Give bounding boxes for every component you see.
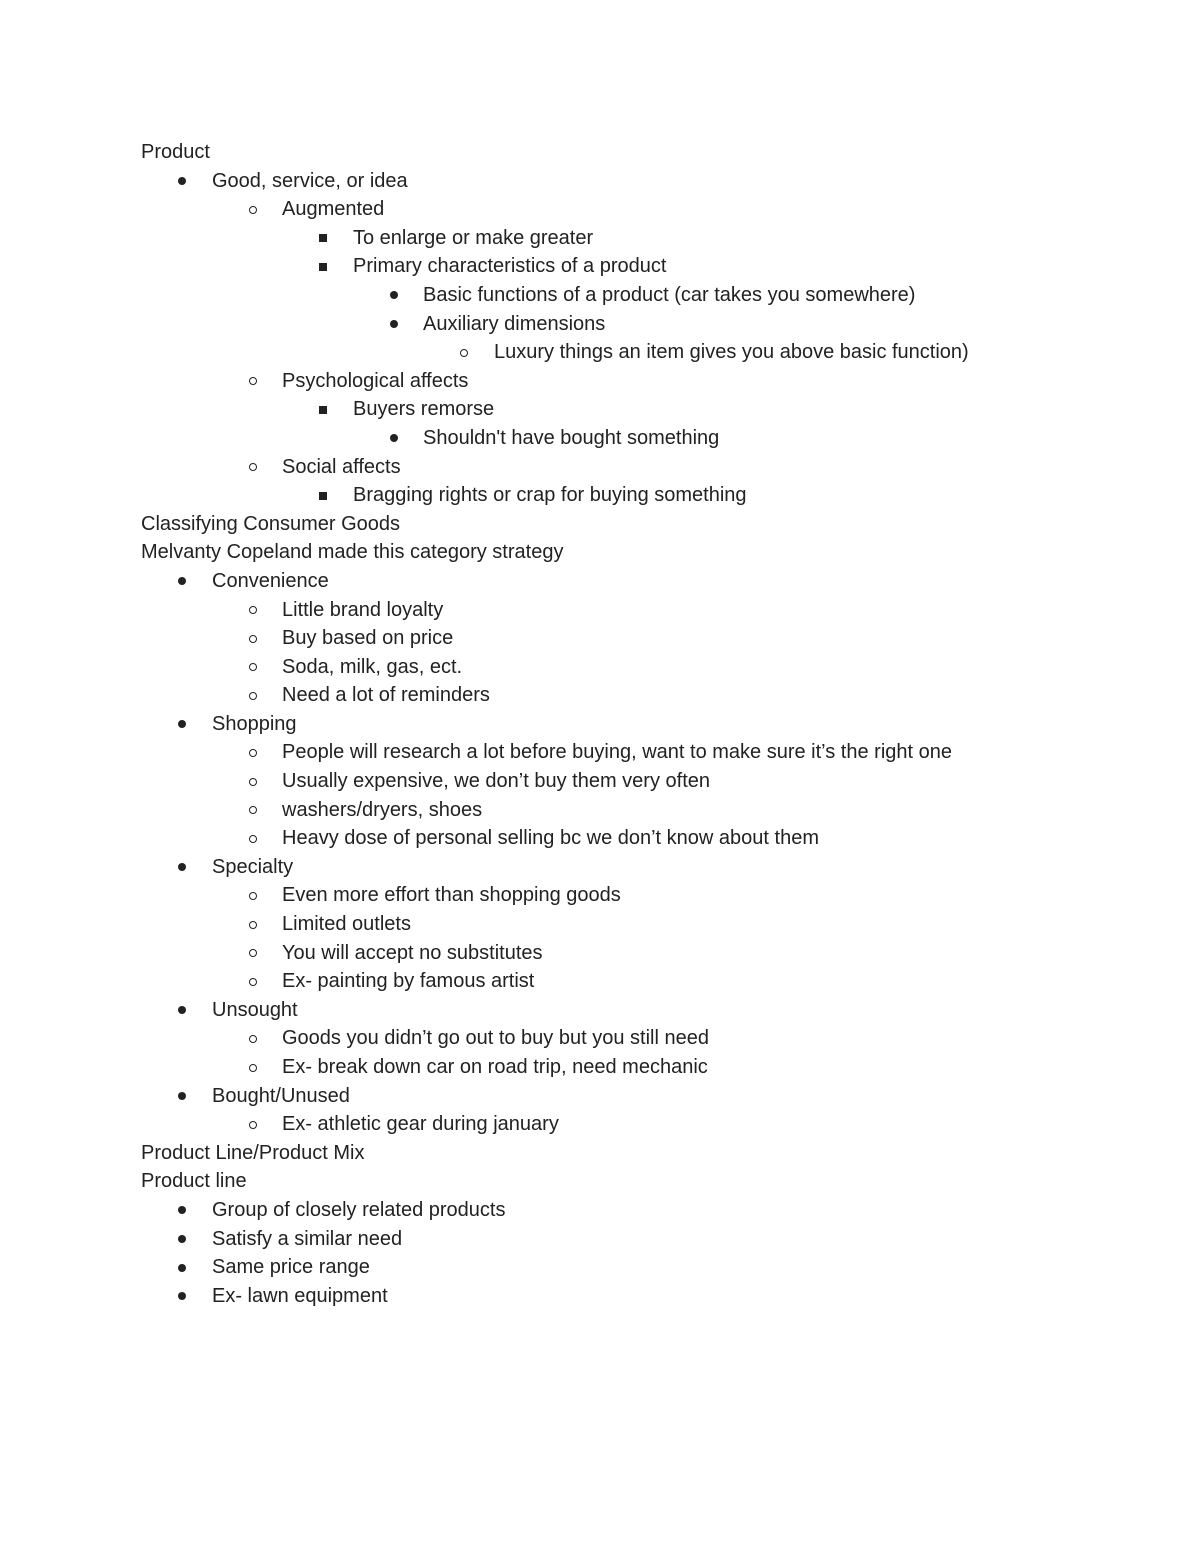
line-text: Convenience bbox=[212, 569, 329, 592]
heading-line bbox=[0, 510, 1200, 539]
document-body bbox=[0, 138, 1200, 1310]
line-text: Bought/Unused bbox=[212, 1084, 350, 1107]
heading-line bbox=[0, 538, 1200, 567]
bullet-item bbox=[0, 1225, 1200, 1254]
line-text: Group of closely related products bbox=[212, 1198, 506, 1221]
line-text: You will accept no substitutes bbox=[282, 941, 543, 964]
bullet-item bbox=[0, 853, 1200, 882]
bullet-item bbox=[0, 881, 1200, 910]
square-bullet-icon bbox=[319, 234, 327, 242]
line-text: Product bbox=[141, 141, 210, 163]
bullet-item bbox=[0, 252, 1200, 281]
line-text: washers/dryers, shoes bbox=[282, 798, 483, 821]
bullet-item bbox=[0, 310, 1200, 339]
disc-bullet-icon bbox=[178, 577, 186, 585]
line-text: Basic functions of a product (car takes you somewhere) bbox=[423, 283, 916, 306]
line-text: Auxiliary dimensions bbox=[423, 312, 606, 335]
line-text: Luxury things an item gives you above basic function) bbox=[494, 341, 969, 364]
line-text: Ex- break down car on road trip, need mechanic bbox=[282, 1056, 708, 1078]
heading-line bbox=[0, 1167, 1200, 1196]
line-text: Primary characteristics of a product bbox=[353, 255, 667, 278]
circle-bullet-icon bbox=[249, 635, 257, 643]
bullet-item bbox=[0, 1253, 1200, 1282]
disc-bullet-icon bbox=[390, 434, 398, 442]
bullet-item bbox=[0, 567, 1200, 596]
circle-bullet-icon bbox=[249, 921, 257, 929]
heading-line bbox=[0, 1139, 1200, 1168]
line-text: Shopping bbox=[212, 712, 297, 735]
bullet-item bbox=[0, 939, 1200, 968]
circle-bullet-icon bbox=[249, 463, 257, 471]
line-text: Unsought bbox=[212, 998, 298, 1021]
circle-bullet-icon bbox=[249, 806, 257, 814]
line-text: Shouldn't have bought something bbox=[423, 426, 720, 449]
heading-line bbox=[0, 138, 1200, 167]
circle-bullet-icon bbox=[249, 692, 257, 700]
bullet-item bbox=[0, 1282, 1200, 1311]
bullet-item bbox=[0, 824, 1200, 853]
bullet-item bbox=[0, 767, 1200, 796]
circle-bullet-icon bbox=[249, 949, 257, 957]
line-text: Augmented bbox=[282, 198, 385, 221]
disc-bullet-icon bbox=[178, 1206, 186, 1214]
bullet-item bbox=[0, 1082, 1200, 1111]
bullet-item bbox=[0, 167, 1200, 196]
bullet-item bbox=[0, 338, 1200, 367]
line-text: Good, service, or idea bbox=[212, 169, 408, 192]
bullet-item bbox=[0, 681, 1200, 710]
disc-bullet-icon bbox=[178, 1264, 186, 1272]
bullet-item bbox=[0, 738, 1200, 767]
line-text: Need a lot of reminders bbox=[282, 684, 490, 707]
line-text: Melvanty Copeland made this category strategy bbox=[141, 541, 564, 564]
circle-bullet-icon bbox=[249, 835, 257, 843]
bullet-item bbox=[0, 367, 1200, 396]
bullet-item bbox=[0, 424, 1200, 453]
bullet-item bbox=[0, 910, 1200, 939]
circle-bullet-icon bbox=[249, 978, 257, 986]
line-text: Psychological affects bbox=[282, 369, 469, 392]
bullet-item bbox=[0, 1053, 1200, 1082]
disc-bullet-icon bbox=[390, 291, 398, 299]
line-text: Buy based on price bbox=[282, 627, 454, 650]
disc-bullet-icon bbox=[178, 177, 186, 185]
line-text: Goods you didn’t go out to buy but you still need bbox=[282, 1027, 709, 1050]
line-text: Heavy dose of personal selling bc we don’t know about them bbox=[282, 827, 819, 850]
circle-bullet-icon bbox=[249, 892, 257, 900]
circle-bullet-icon bbox=[249, 1035, 257, 1043]
line-text: Even more effort than shopping goods bbox=[282, 884, 621, 907]
bullet-item bbox=[0, 967, 1200, 996]
circle-bullet-icon bbox=[249, 749, 257, 757]
bullet-item bbox=[0, 596, 1200, 625]
bullet-item bbox=[0, 1110, 1200, 1139]
circle-bullet-icon bbox=[249, 663, 257, 671]
bullet-item bbox=[0, 195, 1200, 224]
line-text: Ex- painting by famous artist bbox=[282, 970, 535, 993]
bullet-item bbox=[0, 481, 1200, 510]
bullet-item bbox=[0, 395, 1200, 424]
line-text: Product line bbox=[141, 1170, 247, 1193]
circle-bullet-icon bbox=[249, 606, 257, 614]
circle-bullet-icon bbox=[460, 349, 468, 357]
bullet-item bbox=[0, 1196, 1200, 1225]
bullet-item bbox=[0, 281, 1200, 310]
line-text: Soda, milk, gas, ect. bbox=[282, 655, 463, 678]
bullet-item bbox=[0, 453, 1200, 482]
line-text: Classifying Consumer Goods bbox=[141, 512, 400, 535]
bullet-item bbox=[0, 796, 1200, 825]
line-text: Limited outlets bbox=[282, 913, 411, 936]
square-bullet-icon bbox=[319, 406, 327, 414]
line-text: Buyers remorse bbox=[353, 398, 495, 421]
circle-bullet-icon bbox=[249, 1064, 257, 1072]
line-text: Specialty bbox=[212, 855, 294, 878]
line-text: Ex- lawn equipment bbox=[212, 1284, 388, 1307]
line-text: Satisfy a similar need bbox=[212, 1227, 403, 1250]
line-text: People will research a lot before buying, want to make sure it’s the right one bbox=[282, 741, 952, 764]
disc-bullet-icon bbox=[178, 863, 186, 871]
bullet-item bbox=[0, 653, 1200, 682]
line-text: Little brand loyalty bbox=[282, 598, 444, 621]
circle-bullet-icon bbox=[249, 377, 257, 385]
line-text: Social affects bbox=[282, 455, 401, 478]
disc-bullet-icon bbox=[390, 320, 398, 328]
bullet-item bbox=[0, 624, 1200, 653]
bullet-item bbox=[0, 224, 1200, 253]
line-text: To enlarge or make greater bbox=[353, 226, 594, 249]
disc-bullet-icon bbox=[178, 720, 186, 728]
line-text: Same price range bbox=[212, 1256, 370, 1279]
line-text: Bragging rights or crap for buying something bbox=[353, 484, 747, 507]
disc-bullet-icon bbox=[178, 1006, 186, 1014]
bullet-item bbox=[0, 996, 1200, 1025]
square-bullet-icon bbox=[319, 263, 327, 271]
circle-bullet-icon bbox=[249, 778, 257, 786]
line-text: Ex- athletic gear during january bbox=[282, 1113, 559, 1136]
circle-bullet-icon bbox=[249, 206, 257, 214]
circle-bullet-icon bbox=[249, 1121, 257, 1129]
bullet-item bbox=[0, 710, 1200, 739]
square-bullet-icon bbox=[319, 492, 327, 500]
disc-bullet-icon bbox=[178, 1092, 186, 1100]
line-text: Usually expensive, we don’t buy them very often bbox=[282, 770, 710, 793]
disc-bullet-icon bbox=[178, 1292, 186, 1300]
disc-bullet-icon bbox=[178, 1235, 186, 1243]
line-text: Product Line/Product Mix bbox=[141, 1141, 365, 1164]
bullet-item bbox=[0, 1024, 1200, 1053]
